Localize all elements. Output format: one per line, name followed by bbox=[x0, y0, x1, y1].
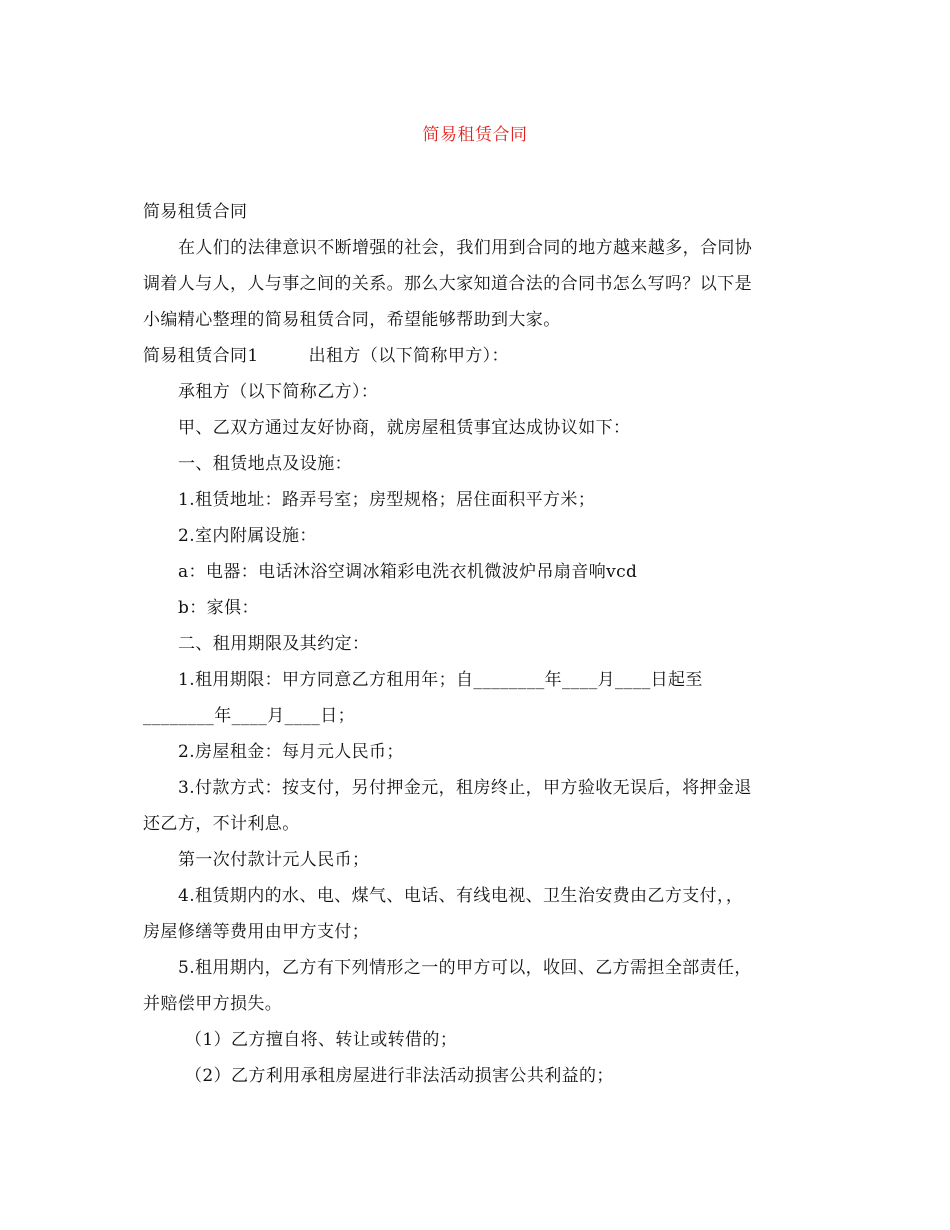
section-heading-line bbox=[143, 338, 798, 374]
paragraph-line: 在人们的法律意识不断增强的社会，我们用到合同的地方越来越多，合同协 bbox=[178, 238, 753, 258]
clause-heading: 一、租赁地点及设施： bbox=[178, 454, 352, 474]
clause-line: b：家俱： bbox=[178, 598, 259, 618]
clause-heading: 二、租用期限及其约定： bbox=[178, 634, 370, 654]
clause-line: ________年____月____日； bbox=[143, 706, 355, 726]
paragraph-line: 调着人与人，人与事之间的关系。那么大家知道合法的合同书怎么写吗？以下是 bbox=[143, 274, 752, 294]
heading-line: 简易租赁合同 bbox=[143, 202, 248, 222]
clause-line: 4.租赁期内的水、电、煤气、电话、有线电视、卫生治安费由乙方支付，， bbox=[178, 886, 744, 906]
clause-line: 房屋修缮等费用由甲方支付； bbox=[143, 922, 370, 942]
clause-line: 5.租用期内，乙方有下列情形之一的甲方可以，收回、乙方需担全部责任， bbox=[178, 958, 752, 978]
clause-line: 并赔偿甲方损失。 bbox=[143, 994, 283, 1014]
paragraph-line: 小编精心整理的简易租赁合同，希望能够帮助到大家。 bbox=[143, 310, 561, 330]
sub-clause-line: （2）乙方利用承租房屋进行非法活动损害公共利益的； bbox=[185, 1066, 614, 1086]
clause-line: 1.租赁地址：路弄号室；房型规格；居住面积平方米； bbox=[178, 490, 596, 510]
clause-line: 第一次付款计元人民币； bbox=[178, 850, 370, 870]
clause-line: 2.室内附属设施： bbox=[178, 526, 317, 546]
clause-line: 3.付款方式：按支付，另付押金元，租房终止，甲方验收无误后，将押金退 bbox=[178, 778, 752, 798]
sub-clause-line: （1）乙方擅自将、转让或转借的； bbox=[185, 1030, 458, 1050]
lessor-label: 出租方（以下简称甲方）： bbox=[308, 346, 509, 366]
clause-line: 还乙方，不计利息。 bbox=[143, 814, 300, 834]
section-heading: 简易租赁合同1 bbox=[143, 346, 259, 366]
paragraph-line: 甲、乙双方通过友好协商，就房屋租赁事宜达成协议如下： bbox=[178, 418, 631, 438]
clause-line: 2.房屋租金：每月元人民币； bbox=[178, 742, 404, 762]
clause-line: a：电器：电话沐浴空调冰箱彩电洗衣机微波炉吊扇音响vcd bbox=[178, 562, 638, 582]
clause-line: 1.租用期限：甲方同意乙方租用年；自________年____月____日起至 bbox=[178, 670, 703, 690]
document-title: 简易租赁合同 bbox=[422, 125, 528, 145]
document-body bbox=[143, 194, 798, 1094]
lessee-label: 承租方（以下简称乙方）： bbox=[178, 382, 379, 402]
